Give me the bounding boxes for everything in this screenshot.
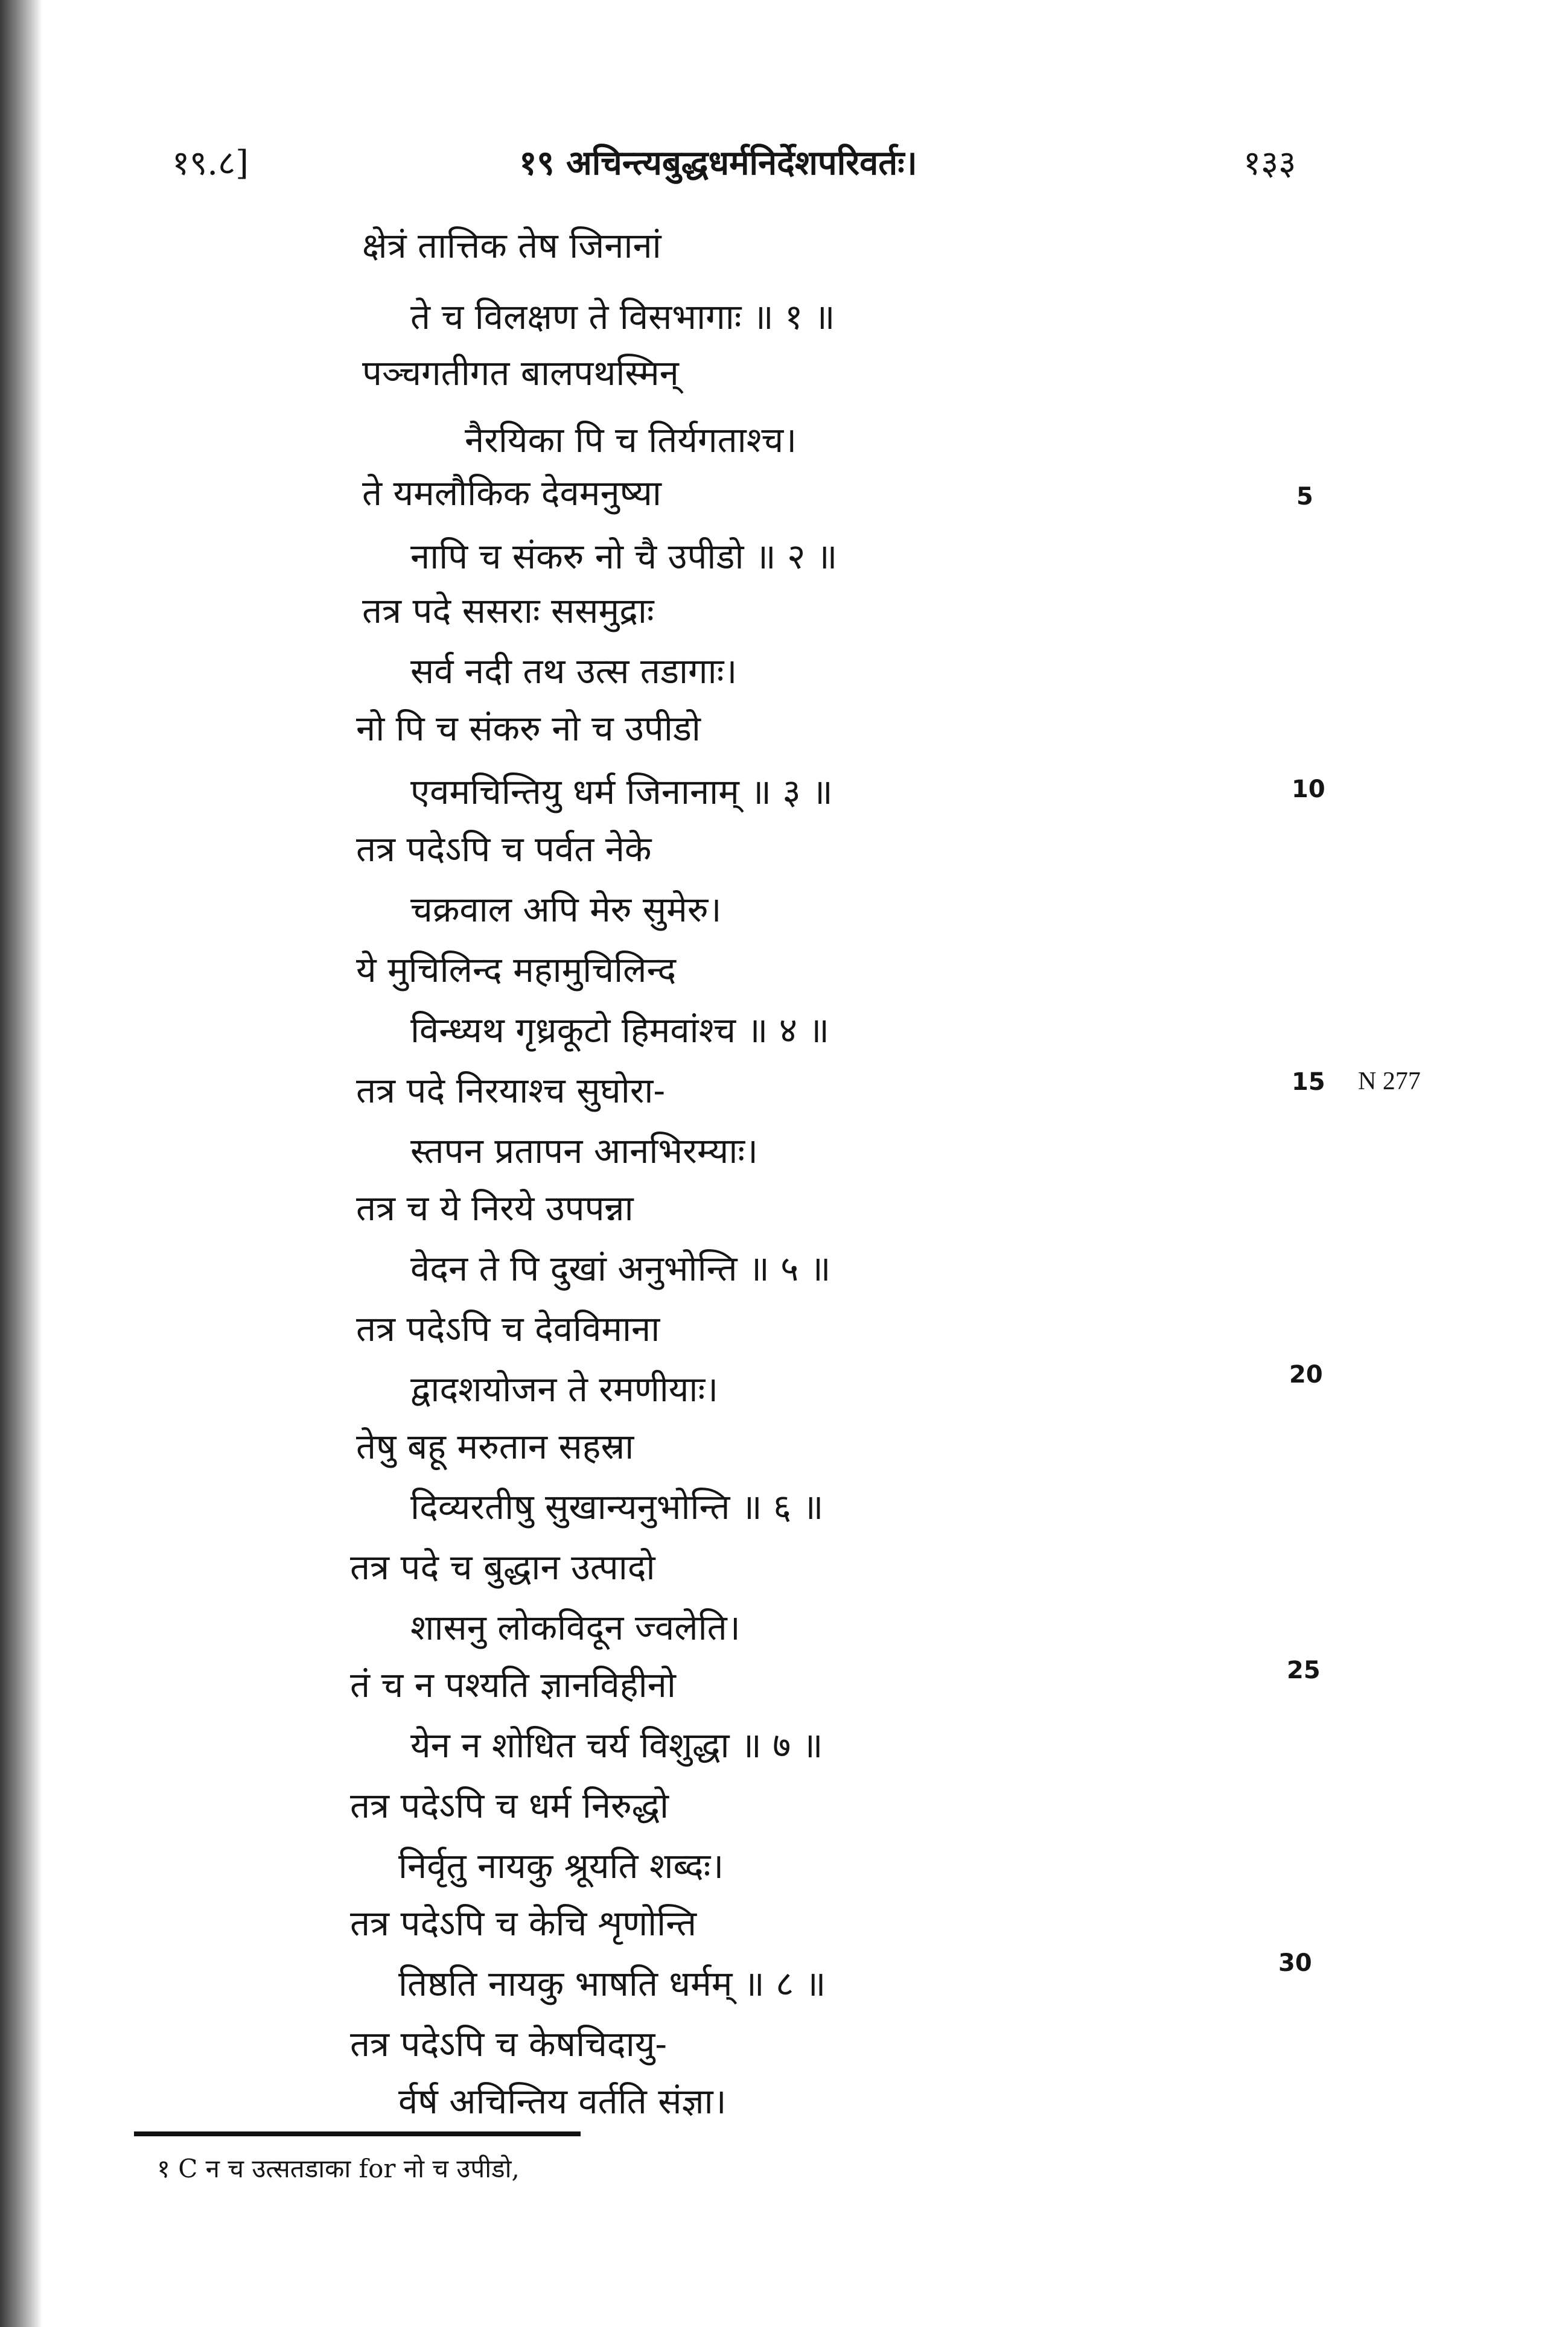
verse-line: तत्र पदे च बुद्धान उत्पादो	[350, 1547, 655, 1588]
verse-line: तत्र पदेऽपि च केषचिदायु-	[350, 2023, 667, 2064]
verse-line: तत्र पदेऽपि च पर्वत नेके	[356, 829, 652, 870]
verse-line: तेषु बहू मरुतान सहस्रा	[356, 1426, 634, 1467]
verse-line: तं च न पश्यति ज्ञानविहीनो	[350, 1664, 676, 1705]
verse-line: सर्व नदी तथ उत्स तडागाः।	[410, 651, 738, 692]
verse-line: तत्र पदेऽपि च देवविमाना	[356, 1308, 660, 1349]
verse-line: चक्रवाल अपि मेरु सुमेरु।	[410, 889, 722, 930]
line-number: 10	[1292, 775, 1325, 803]
verse-line: नैरयिका पि च तिर्यगताश्च।	[465, 419, 797, 460]
verse-line: क्षेत्रं तात्तिक तेष जिनानां	[362, 225, 661, 266]
verse-line: निर्वृतु नायकु श्रूयति शब्दः।	[398, 1845, 724, 1886]
verse-line: पञ्चगतीगत बालपथस्मिन्	[362, 352, 679, 393]
verse-line: तत्र च ये निरये उपपन्ना	[356, 1188, 634, 1229]
verse-line: र्वर्ष अचिन्तिय वर्तति संज्ञा।	[398, 2081, 727, 2122]
line-number: 30	[1278, 1949, 1312, 1977]
binding-shadow	[0, 0, 42, 2327]
verse-line: नापि च संकरु नो चै उपीडो ॥ २ ॥	[410, 536, 838, 577]
verse-line: तिष्ठति नायकु भाषति धर्मम् ॥ ८ ॥	[398, 1963, 826, 2004]
footnote-rule	[134, 2131, 581, 2136]
manuscript-reference: N 277	[1358, 1068, 1421, 1095]
verse-line: तत्र पदे ससराः ससमुद्राः	[362, 590, 654, 631]
running-head-title: १९ अचिन्त्यबुद्धधर्मनिर्देशपरिवर्तः।	[519, 143, 917, 183]
verse-line: तत्र पदेऽपि च केचि शृणोन्ति	[350, 1903, 697, 1944]
page-number: १३३	[1243, 144, 1296, 183]
footnote: १ C न च उत्सतडाका for नो च उपीडो,	[157, 2154, 520, 2183]
verse-line: तत्र पदे निरयाश्च सुघोरा-	[356, 1070, 666, 1111]
verse-line: नो पि च संकरु नो च उपीडो	[356, 708, 701, 749]
verse-line: शासनु लोकविदून ज्वलेति।	[410, 1607, 741, 1648]
verse-line: वेदन ते पि दुखां अनुभोन्ति ॥ ५ ॥	[410, 1248, 831, 1289]
verse-line: येन न शोधित चर्य विशुद्धा ॥ ७ ॥	[410, 1725, 823, 1766]
line-number: 20	[1289, 1361, 1323, 1389]
verse-line: स्तपन प्रतापन आनभिरम्याः।	[410, 1130, 759, 1171]
verse-line: एवमचिन्तियु धर्म जिनानाम् ॥ ३ ॥	[410, 771, 833, 812]
verse-line: तत्र पदेऽपि च धर्म निरुद्धो	[350, 1785, 669, 1826]
verse-line: दिव्यरतीषु सुखान्यनुभोन्ति ॥ ६ ॥	[410, 1486, 824, 1527]
verse-line: ते यमलौकिक देवमनुष्या	[362, 473, 661, 514]
verse-line: द्वादशयोजन ते रमणीयाः।	[410, 1369, 719, 1410]
line-number: 5	[1296, 483, 1313, 511]
verse-line: विन्ध्यथ गृध्रकूटो हिमवांश्च ॥ ४ ॥	[410, 1010, 830, 1051]
verse-line: ते च विलक्षण ते विसभागाः ॥ १ ॥	[410, 296, 835, 337]
line-number: 25	[1287, 1657, 1321, 1684]
running-head-section: १९.८]	[172, 144, 249, 183]
verse-line: ये मुचिलिन्द महामुचिलिन्द	[356, 949, 677, 990]
line-number: 15	[1292, 1068, 1325, 1096]
